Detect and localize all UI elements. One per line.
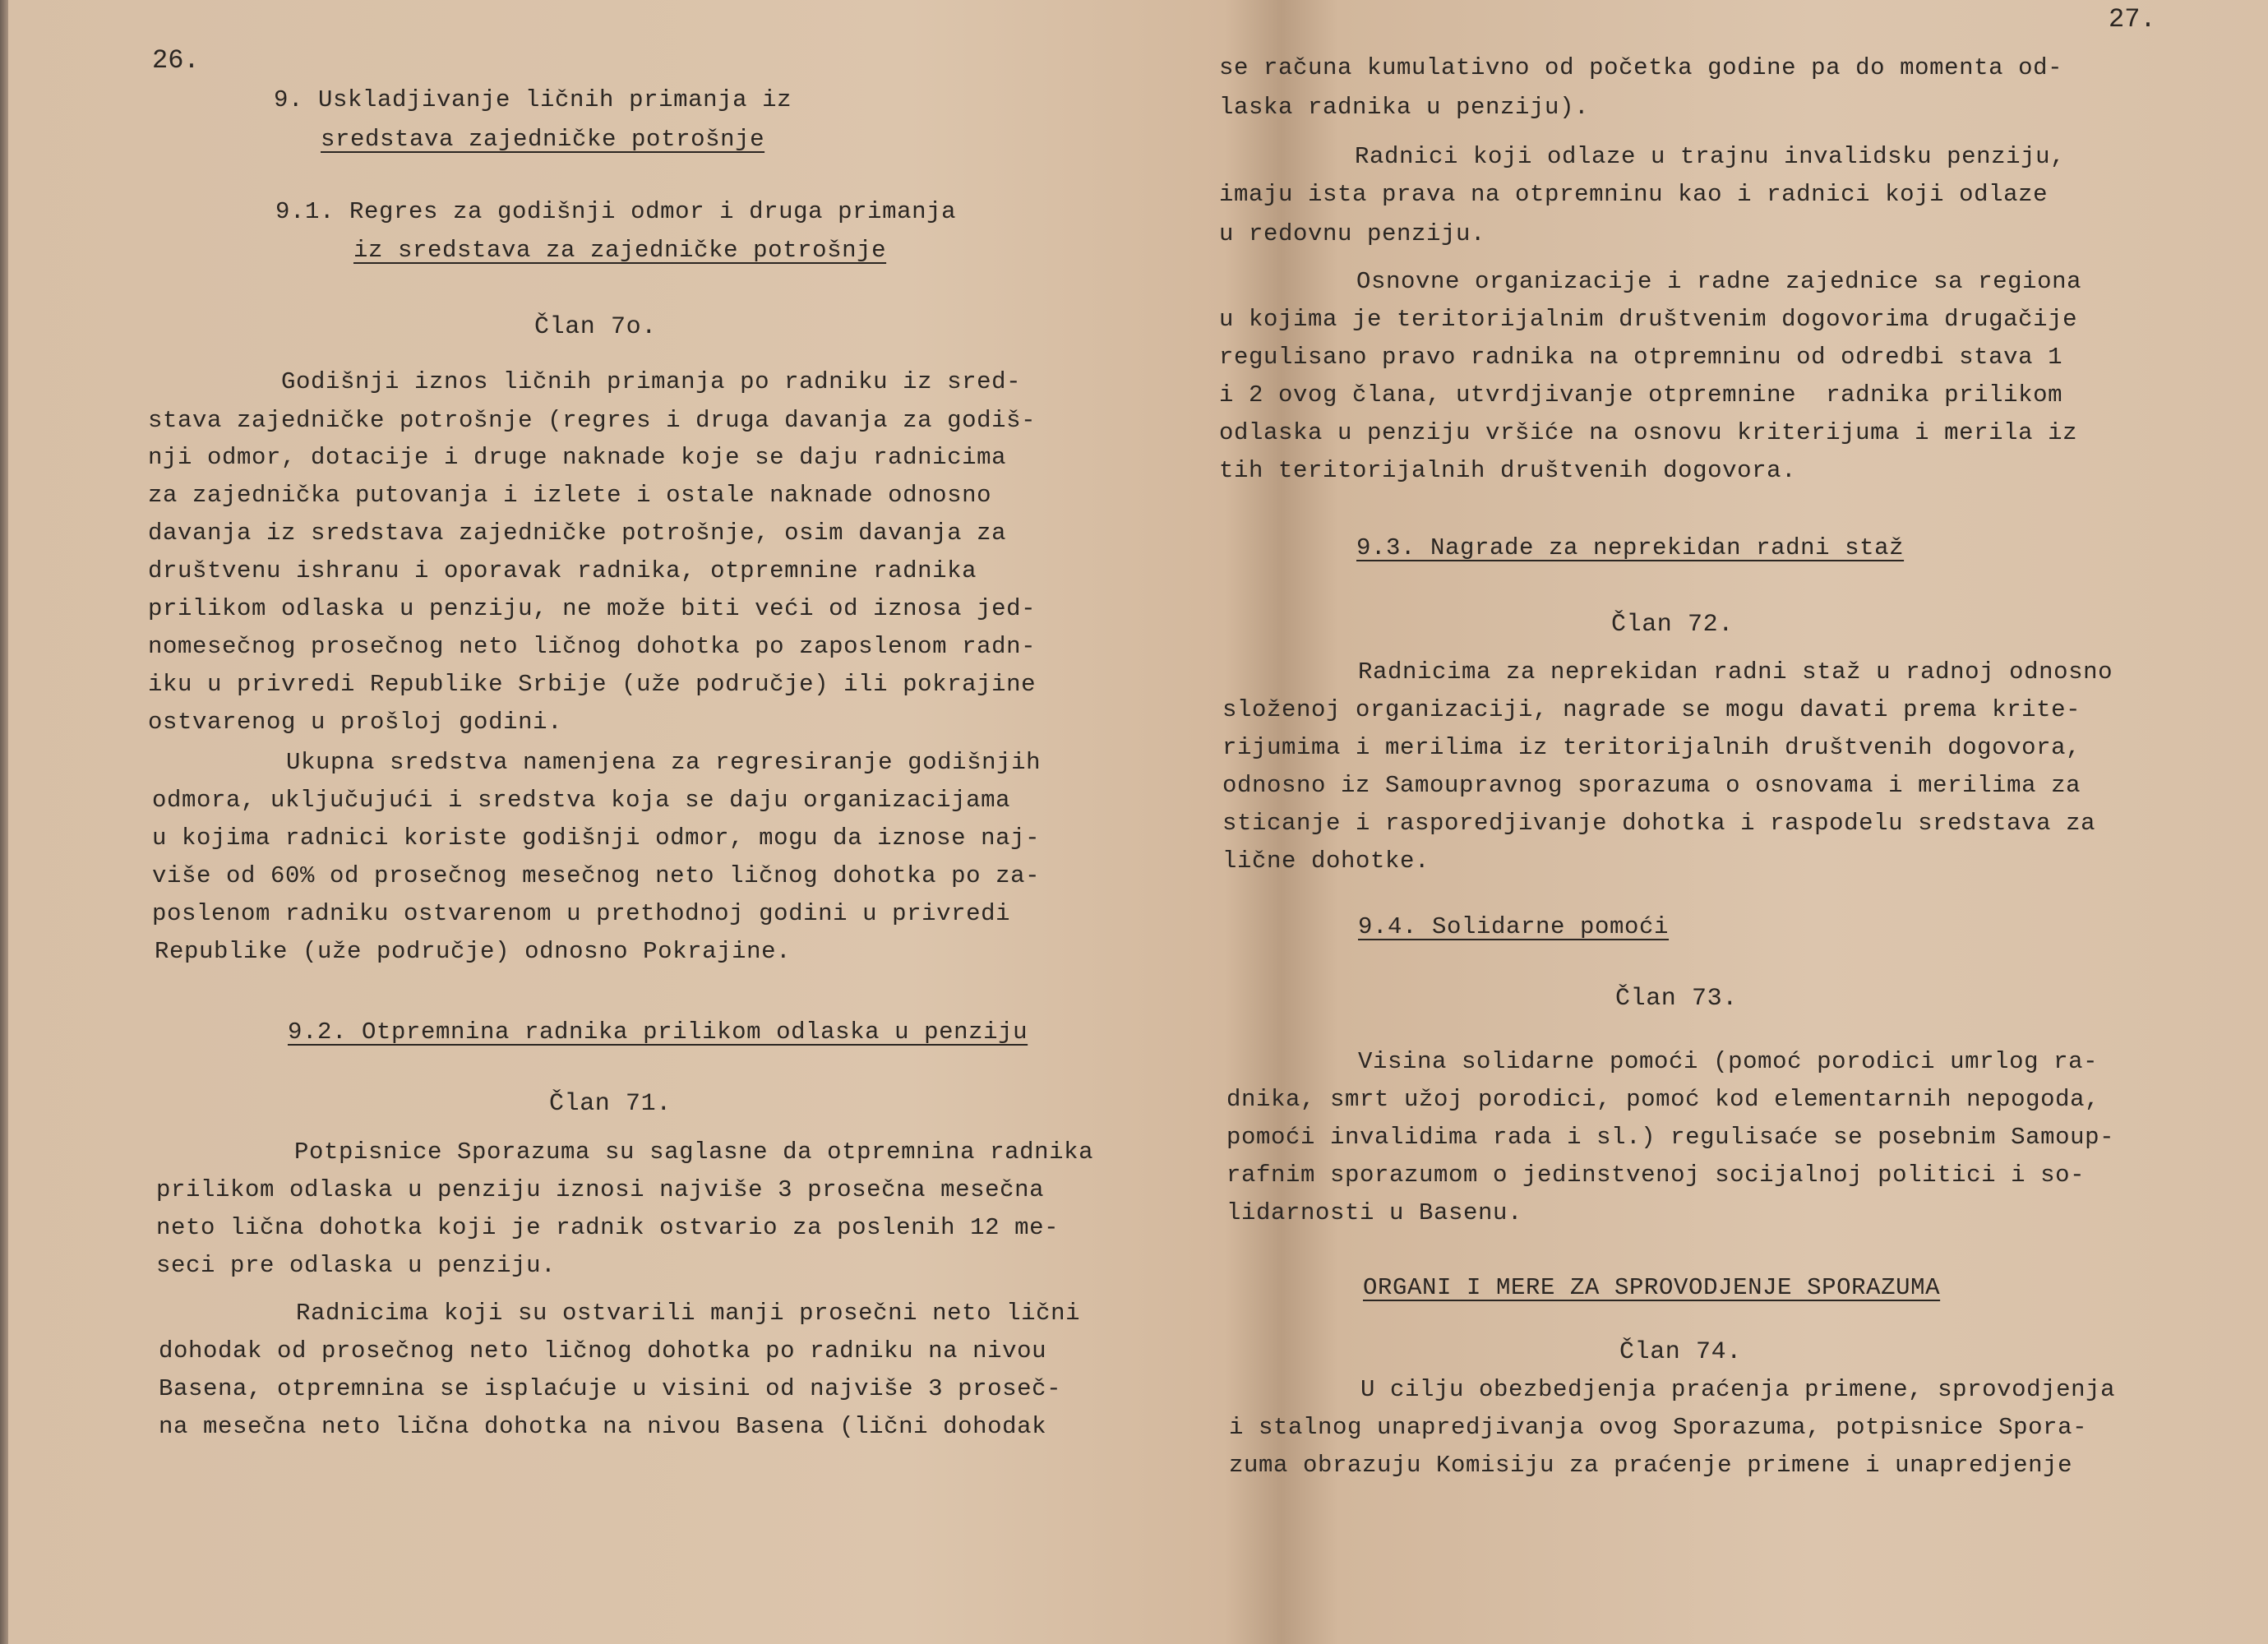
paragraph-line: prilikom odlaska u penziju iznosi najviše 3 prosečna mesečna: [156, 1176, 1045, 1203]
paragraph-line: ostvarenog u prošloj godini.: [148, 709, 563, 736]
chapter-heading-underlined: ORGANI I MERE ZA SPROVODJENJE SPORAZUMA: [1363, 1274, 1941, 1301]
paragraph-line: rijumima i merilima iz teritorijalnih društvenih dogovora,: [1222, 734, 2081, 761]
paragraph-line: odlaska u penziju vršiće na osnovu kriterijuma i merila iz: [1219, 419, 2078, 446]
paragraph-line: zuma obrazuju Komisiju za praćenje primene i unapredjenje: [1229, 1452, 2073, 1479]
paragraph-line: u redovnu penziju.: [1219, 220, 1486, 247]
paragraph-line: Potpisnice Sporazuma su saglasne da otpremnina radnika: [294, 1138, 1094, 1166]
paragraph-line: seci pre odlaska u penziju.: [156, 1252, 557, 1279]
paragraph-line: poslenom radniku ostvarenom u prethodnoj godini u privredi: [152, 900, 1011, 927]
paragraph-line: odmora, uključujući i sredstva koja se daju organizacijama: [152, 787, 1011, 814]
paragraph-line: U cilju obezbedjenja praćenja primene, sprovodjenja: [1360, 1376, 2116, 1403]
article-title: Član 72.: [1611, 611, 1734, 639]
article-title: Član 71.: [549, 1090, 672, 1118]
paragraph-line: više od 60% od prosečnog mesečnog neto ličnog dohotka po za-: [152, 862, 1041, 889]
paragraph-line: Republike (uže područje) odnosno Pokrajine.: [155, 938, 792, 965]
paragraph-line: Radnici koji odlaze u trajnu invalidsku penziju,: [1355, 143, 2066, 170]
page-number: 27.: [2109, 4, 2156, 35]
paragraph-line: odnosno iz Samoupravnog sporazuma o osnovama i merilima za: [1222, 772, 2081, 799]
subsection-heading-underlined: 9.4. Solidarne pomoći: [1358, 913, 1670, 940]
paragraph-line: u kojima radnici koriste godišnji odmor, mogu da iznose naj-: [152, 824, 1041, 852]
paragraph-line: i stalnog unapredjivanja ovog Sporazuma, potpisnice Spora-: [1229, 1414, 2088, 1441]
paragraph-line: Radnicima koji su ostvarili manji prosečni neto lični: [296, 1300, 1081, 1327]
paragraph-line: neto lična dohotka koji je radnik ostvario za poslenih 12 me-: [156, 1214, 1060, 1241]
paragraph-line: davanja iz sredstava zajedničke potrošnje, osim davanja za: [148, 520, 1007, 547]
subsection-heading-underlined: 9.2. Otpremnina radnika prilikom odlaska u penziju: [288, 1018, 1028, 1046]
paragraph-line: Visina solidarne pomoći (pomoć porodici umrlog ra-: [1358, 1048, 2099, 1075]
paragraph-line: stava zajedničke potrošnje (regres i druga davanja za godiš-: [148, 407, 1037, 434]
article-title: Član 73.: [1615, 985, 1738, 1013]
right-page: [1184, 0, 2252, 1644]
paragraph-line: iku u privredi Republike Srbije (uže područje) ili pokrajine: [148, 671, 1037, 698]
paragraph-line: Godišnji iznos ličnih primanja po radniku iz sred-: [281, 368, 1022, 395]
book-edge: [0, 0, 8, 1644]
paragraph-line: na mesečna neto lična dohotka na nivou Basena (lični dohodak: [159, 1413, 1047, 1440]
paragraph-line: pomoći invalidima rada i sl.) regulisaće se posebnim Samoup-: [1226, 1124, 2115, 1151]
paragraph-line: nomesečnog prosečnog neto ličnog dohotka po zaposlenom radn-: [148, 633, 1037, 660]
paragraph-line: u kojima je teritorijalnim društvenim dogovorima drugačije: [1219, 306, 2078, 333]
paragraph-line: za zajednička putovanja i izlete i ostale naknade odnosno: [148, 482, 992, 509]
paragraph-line: tih teritorijalnih društvenih dogovora.: [1219, 457, 1797, 484]
paragraph-line: Ukupna sredstva namenjena za regresiranje godišnjih: [286, 749, 1042, 776]
section-heading-underlined: sredstava zajedničke potrošnje: [321, 126, 765, 153]
paragraph-line: lične dohotke.: [1222, 847, 1430, 875]
paragraph-line: se računa kumulativno od početka godine pa do momenta od-: [1219, 54, 2063, 81]
article-title: Član 7o.: [534, 313, 657, 341]
paragraph-line: prilikom odlaska u penziju, ne može biti veći od iznosa jed-: [148, 595, 1037, 622]
paragraph-line: sticanje i rasporedjivanje dohotka i raspodelu sredstava za: [1222, 810, 2096, 837]
paragraph-line: regulisano pravo radnika na otpremninu od odredbi stava 1: [1219, 344, 2063, 371]
article-title: Član 74.: [1619, 1338, 1742, 1366]
paragraph-line: društvenu ishranu i oporavak radnika, otpremnine radnika: [148, 557, 977, 584]
subsection-heading-underlined: iz sredstava za zajedničke potrošnje: [353, 237, 887, 264]
left-page: [25, 0, 1159, 1644]
section-heading: 9. Uskladjivanje ličnih primanja iz: [274, 86, 792, 113]
paragraph-line: nji odmor, dotacije i druge naknade koje se daju radnicima: [148, 444, 1007, 471]
paragraph-line: složenoj organizaciji, nagrade se mogu davati prema krite-: [1222, 696, 2081, 723]
paragraph-line: Radnicima za neprekidan radni staž u radnoj odnosno: [1358, 658, 2113, 686]
paragraph-line: rafnim sporazumom o jedinstvenoj socijalnoj politici i so-: [1226, 1161, 2086, 1189]
subsection-heading-underlined: 9.3. Nagrade za neprekidan radni staž: [1356, 534, 1905, 561]
paragraph-line: dohodak od prosečnog neto ličnog dohotka po radniku na nivou: [159, 1337, 1047, 1365]
page-number: 26.: [152, 45, 200, 76]
paragraph-line: laska radnika u penziju).: [1219, 94, 1590, 121]
paragraph-line: imaju ista prava na otpremninu kao i radnici koji odlaze: [1219, 181, 2049, 208]
paragraph-line: Osnovne organizacije i radne zajednice sa regiona: [1356, 268, 2082, 295]
paragraph-line: i 2 ovog člana, utvrdjivanje otpremnine radnika prilikom: [1219, 381, 2063, 409]
paragraph-line: Basena, otpremnina se isplaćuje u visini od najviše 3 prosеč-: [159, 1375, 1062, 1402]
paragraph-line: dnika, smrt užoj porodici, pomoć kod elementarnih nepogoda,: [1226, 1086, 2100, 1113]
paragraph-line: lidarnosti u Basenu.: [1226, 1199, 1523, 1226]
subsection-heading: 9.1. Regres za godišnji odmor i druga primanja: [275, 198, 957, 225]
